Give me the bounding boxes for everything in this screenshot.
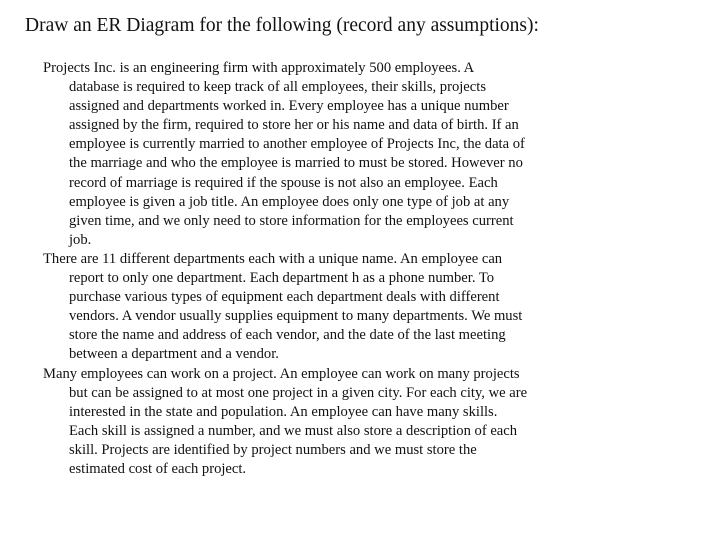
text-line: but can be assigned to at most one project in a given city. For each city, we are: [69, 384, 528, 401]
text-line: assigned by the firm, required to store her or his name and data of birth. If an: [69, 117, 519, 134]
text-line: job.: [69, 231, 92, 248]
text-line: There are 11 different departments each with a unique name. An employee can: [43, 250, 503, 267]
text-line: between a department and a vendor.: [69, 346, 279, 363]
text-line: Many employees can work on a project. An employee can work on many projects: [43, 365, 520, 382]
text-line: store the name and address of each vendor, and the date of the last meeting: [69, 327, 506, 344]
text-line: vendors. A vendor usually supplies equipment to many departments. We must: [69, 308, 523, 325]
page-title: Draw an ER Diagram for the following (record any assumptions):: [25, 15, 539, 36]
text-line: record of marriage is required if the spouse is not also an employee. Each: [69, 174, 498, 191]
text-line: assigned and departments worked in. Every employee has a unique number: [69, 98, 509, 115]
text-line: employee is currently married to another employee of Projects Inc, the data of: [69, 136, 525, 153]
text-line: Projects Inc. is an engineering firm with approximately 500 employees. A: [43, 60, 475, 76]
paragraph-employees: [43, 59, 703, 250]
text-line: estimated cost of each project.: [69, 460, 247, 477]
problem-description: [43, 59, 703, 479]
text-line: given time, and we only need to store information for the employees current: [69, 212, 514, 229]
text-line: purchase various types of equipment each department deals with different: [69, 289, 500, 306]
text-line: employee is given a job title. An employee does only one type of job at any: [69, 193, 510, 210]
paragraph-projects: [43, 365, 703, 480]
text-line: interested in the state and population. An employee can have many skills.: [69, 403, 498, 420]
text-line: the marriage and who the employee is married to must be stored. However no: [69, 155, 523, 172]
paragraph-departments: [43, 250, 703, 365]
text-line: Each skill is assigned a number, and we must also store a description of each: [69, 422, 518, 439]
text-line: database is required to keep track of all employees, their skills, projects: [69, 79, 486, 96]
text-line: report to only one department. Each department h as a phone number. To: [69, 270, 495, 287]
text-line: skill. Projects are identified by project numbers and we must store the: [69, 441, 477, 458]
